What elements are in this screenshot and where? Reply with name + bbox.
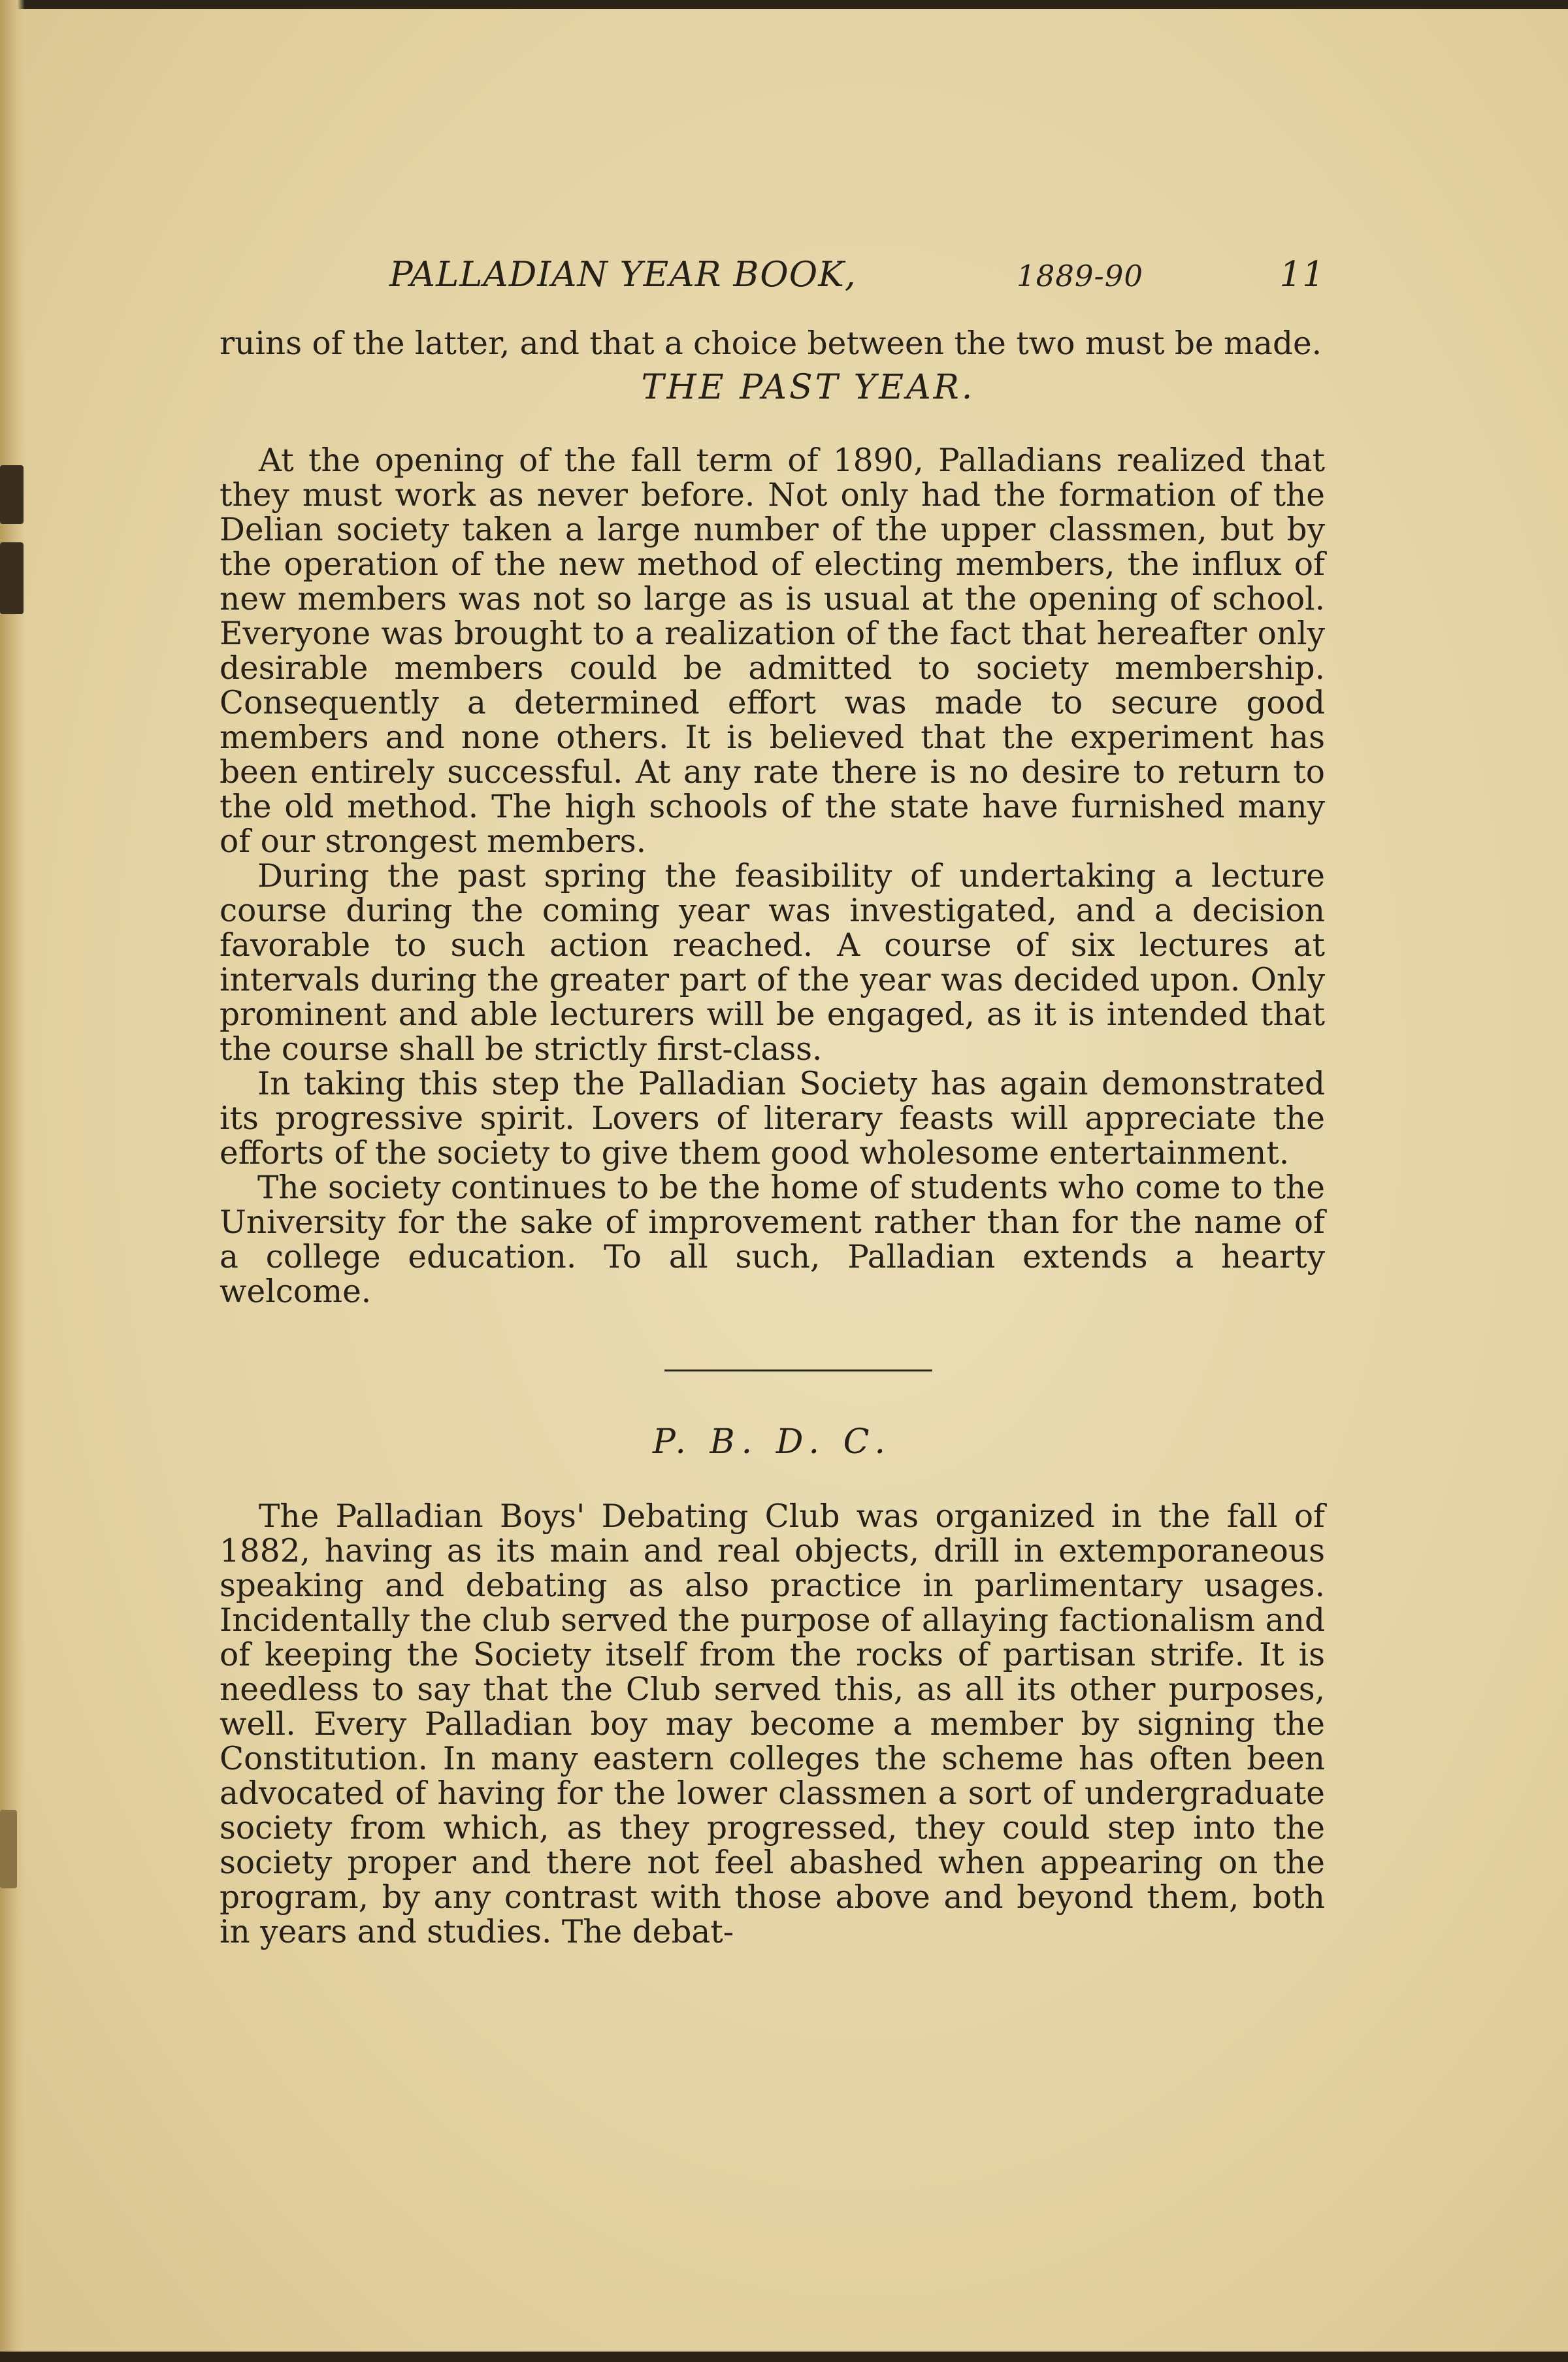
paragraph: During the past spring the feasibility of undertaking a lecture course during the coming year was investigated, and a decision favorable to such action reached. A course of six lectures at intervals during the greater part of the year was decided upon. Only prominent and able lecturers will be engaged, as it is intended that the course shall be strictly first-class. <box>220 858 1325 1068</box>
binding-mark <box>0 1810 17 1888</box>
paragraph: At the opening of the fall term of 1890, Palladians realized that they must work as never before. Not only had the formation of the Delian society taken a large number of the upper classmen, but by the operation of the new method of electing members, the influx of new members was not so large as is usual at the opening of school. Everyone was brought to a realization of the fact that hereafter only desirable members could be admitted to society membership. Consequently a determined effort was made to secure good members and none others. It is believed that the experiment has been entirely successful. At any rate there is no desire to return to the old method. The high schools of the state have furnished many of our strongest members. <box>220 442 1325 860</box>
binding-mark <box>0 542 24 614</box>
page-number: 11 <box>1279 255 1325 295</box>
paragraph: The Palladian Boys' Debating Club was organized in the fall of 1882, having as its main and real objects, drill in extemporaneous speaking and debating as also practice in parlimentary usages. Incidentally the club served the purpose of allaying factionalism and of keeping the Society itself from the rocks of partisan strife. It is needless to say that the Club served this, as all its other purposes, well. Every Palladian boy may become a member by signing the Constitution. In many eastern colleges the scheme has often been advocated of having for the lower classmen a sort of undergraduate society from which, as they progressed, they could step into the society proper and there not feel abashed when appearing on the program, by any contrast with those above and beyond them, both in years and studies. The debat- <box>220 1498 1325 1950</box>
section-heading-past-year: THE PAST YEAR. <box>641 368 975 407</box>
paragraph: The society continues to be the home of students who come to the University for the sake of improvement rather than for the name of a college education. To all such, Palladian extends a hearty welcome. <box>220 1170 1325 1310</box>
binding-mark <box>0 465 24 524</box>
page-bottom-edge <box>0 2352 1568 2362</box>
running-head-title: PALLADIAN YEAR BOOK, <box>389 255 857 295</box>
running-head <box>389 255 1325 307</box>
page-top-edge <box>0 0 1568 9</box>
running-head-years: 1889-90 <box>1017 259 1143 293</box>
opening-paragraph: ruins of the latter, and that a choice between the two must be made. <box>220 325 1322 362</box>
section-heading-pbdc: P. B. D. C. <box>652 1422 892 1462</box>
section-divider <box>664 1370 932 1371</box>
paragraph: In taking this step the Palladian Society has again demonstrated its progressive spirit. Lovers of literary feasts will appreciate the efforts of the society to give them good wholesome entertainment. <box>220 1066 1325 1172</box>
page-gutter <box>0 0 25 2362</box>
body-text <box>220 327 1325 1950</box>
